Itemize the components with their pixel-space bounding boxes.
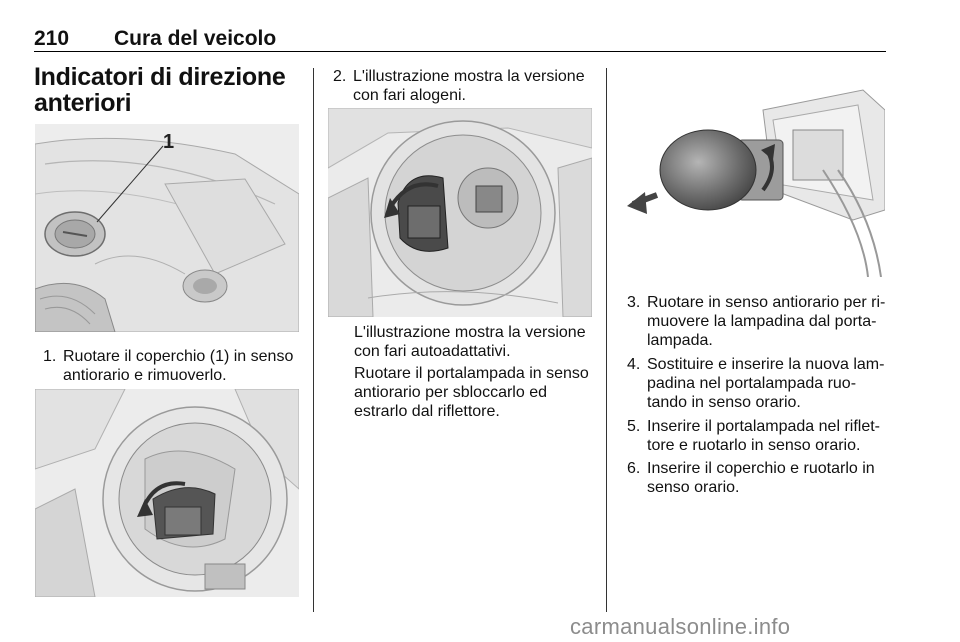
step-number: 6.: [627, 460, 641, 477]
step-6: [627, 459, 889, 497]
step-line: antiorario e rimuoverlo.: [63, 367, 227, 384]
step-line: L'illustrazione mostra la versione: [353, 68, 585, 85]
figure-halogen-headlamp: [328, 108, 592, 317]
step-number: 3.: [627, 294, 641, 311]
step-line: padina nel portalampada ruo-: [647, 375, 857, 392]
step-5: [627, 417, 889, 455]
step-number: 2.: [333, 68, 347, 85]
step-line: senso orario.: [647, 479, 740, 496]
step-line: lampada.: [647, 332, 713, 349]
step-line: Ruotare il coperchio (1) in senso: [63, 348, 294, 365]
page-number: 210: [34, 27, 70, 50]
step-number: 5.: [627, 418, 641, 435]
figure-callout-1: 1: [163, 131, 175, 153]
page-header: [34, 25, 886, 52]
step-2: [333, 67, 603, 105]
figure-bulb-removal: [623, 70, 885, 277]
step-number: 4.: [627, 356, 641, 373]
step-line: Ruotare in senso antiorario per ri-: [647, 294, 886, 311]
step-line: Inserire il portalampada nel riflet-: [647, 418, 880, 435]
column-divider-2: [606, 68, 607, 612]
step-3: [627, 293, 889, 350]
step-line: muovere la lampadina dal porta-: [647, 313, 877, 330]
paragraph-autoadaptive: [354, 323, 604, 361]
page-title-line: anteriori: [34, 89, 132, 117]
figure-headlamp-cover: [35, 124, 299, 332]
paragraph-line: con fari autoadattativi.: [354, 343, 511, 360]
step-line: tore e ruotarlo in senso orario.: [647, 437, 861, 454]
page-title-line: Indicatori di direzione: [34, 63, 286, 91]
page-title: [34, 64, 285, 116]
section-title: Cura del veicolo: [114, 27, 277, 50]
paragraph-line: antiorario per sbloccarlo ed: [354, 384, 547, 401]
step-line: con fari alogeni.: [353, 87, 466, 104]
watermark: carmanualsonline.info: [570, 614, 791, 639]
figure-bulb-holder-1: [35, 389, 299, 597]
column-divider-1: [313, 68, 314, 612]
paragraph-line: estrarlo dal riflettore.: [354, 403, 500, 420]
paragraph-rotate-holder: [354, 364, 604, 421]
step-4: [627, 355, 889, 412]
paragraph-line: Ruotare il portalampada in senso: [354, 365, 589, 382]
step-number: 1.: [43, 348, 57, 365]
step-line: tando in senso orario.: [647, 394, 801, 411]
step-line: Inserire il coperchio e ruotarlo in: [647, 460, 875, 477]
step-line: Sostituire e inserire la nuova lam-: [647, 356, 885, 373]
paragraph-line: L'illustrazione mostra la versione: [354, 324, 586, 341]
step-1: [43, 347, 303, 385]
